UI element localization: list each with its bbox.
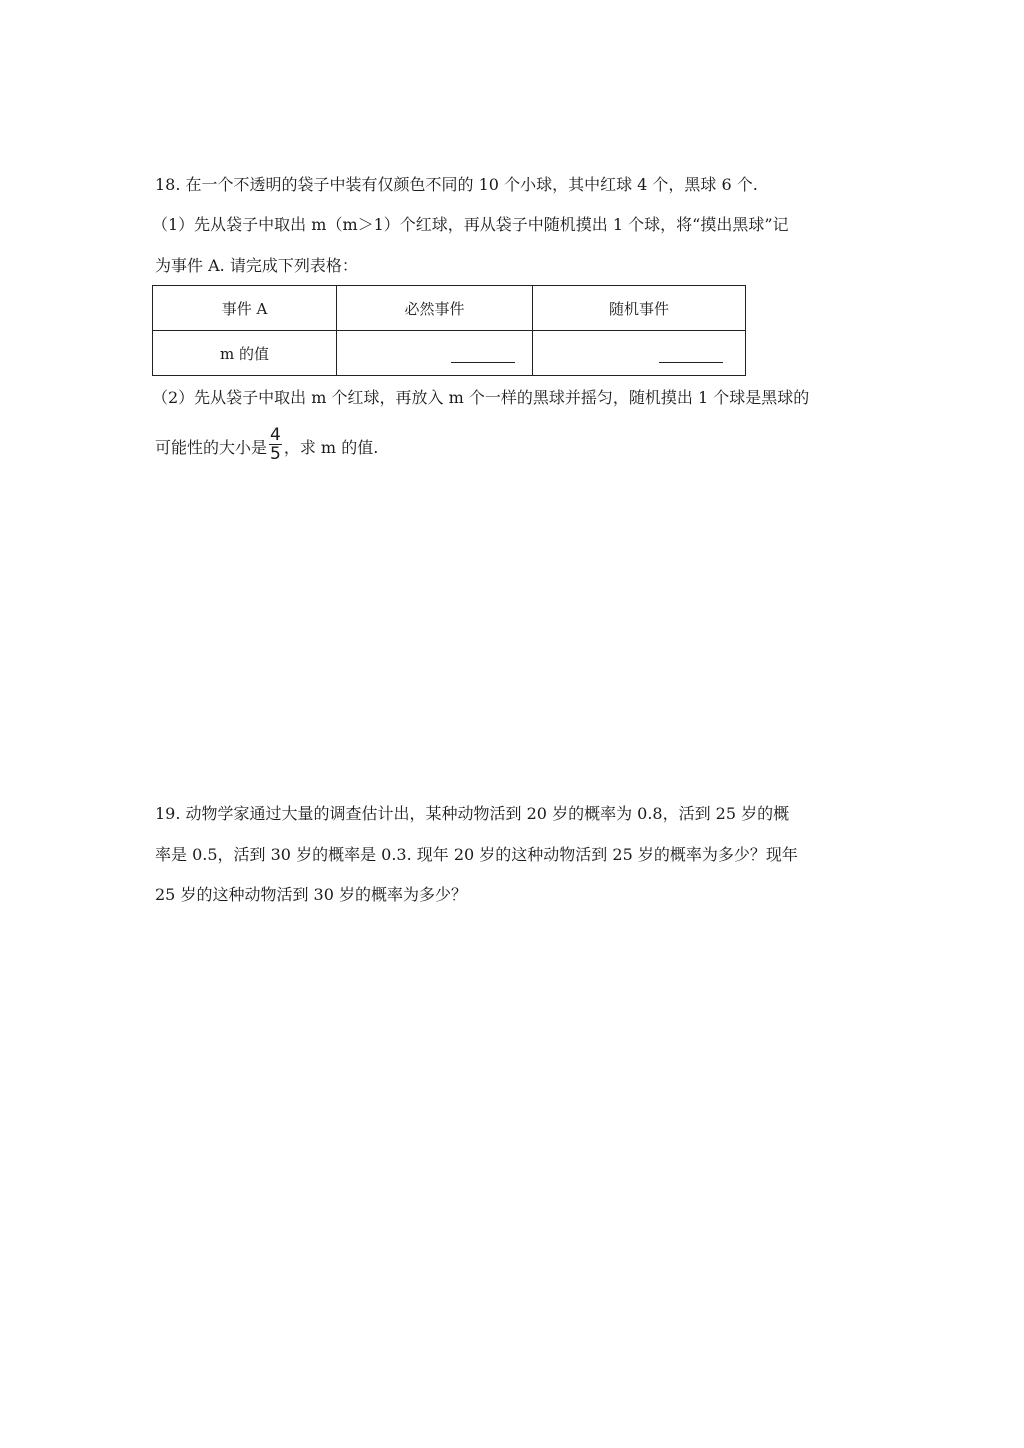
q18-part2-line1: （2）先从袋子中取出 m 个红球，再放入 m 个一样的黑球并摇匀，随机摸出 1 个球是黑球的	[152, 388, 810, 407]
q19-line2: 率是 0.5，活到 30 岁的概率是 0.3. 现年 20 岁的这种动物活到 25 岁的概率为多少？现年	[155, 845, 798, 864]
fraction-numerator: 4	[270, 425, 281, 445]
table-header-row	[153, 286, 746, 331]
q18-part1-line1: （1）先从袋子中取出 m（m＞1）个红球，再从袋子中随机摸出 1 个球，将“摸出黑球”记	[152, 215, 789, 234]
q19-line1: 19. 动物学家通过大量的调查估计出，某种动物活到 20 岁的概率为 0.8，活到 25 岁的概	[155, 804, 790, 823]
answer-blank-cell	[337, 331, 533, 376]
event-table	[152, 285, 746, 376]
answer-blank[interactable]	[451, 344, 515, 363]
q19-line3: 25 岁的这种动物活到 30 岁的概率为多少？	[155, 885, 467, 904]
table-header-cell: 必然事件	[337, 286, 533, 331]
answer-blank-cell	[533, 331, 746, 376]
table-row-label: m 的值	[153, 331, 337, 376]
fraction-denominator: 5	[270, 444, 281, 464]
q18-part1-line2: 为事件 A. 请完成下列表格：	[155, 256, 358, 275]
q18-part2-text-after: ，求 m 的值.	[283, 438, 379, 457]
table-row	[153, 331, 746, 376]
q18-stem: 18. 在一个不透明的袋子中装有仅颜色不同的 10 个小球，其中红球 4 个，黑球 6 个.	[155, 175, 758, 194]
q18-part2-line2	[155, 425, 379, 467]
table-header-cell: 事件 A	[153, 286, 337, 331]
answer-blank[interactable]	[659, 344, 723, 363]
fraction	[269, 426, 282, 463]
table-header-cell: 随机事件	[533, 286, 746, 331]
q18-part2-text-before: 可能性的大小是	[155, 438, 268, 457]
